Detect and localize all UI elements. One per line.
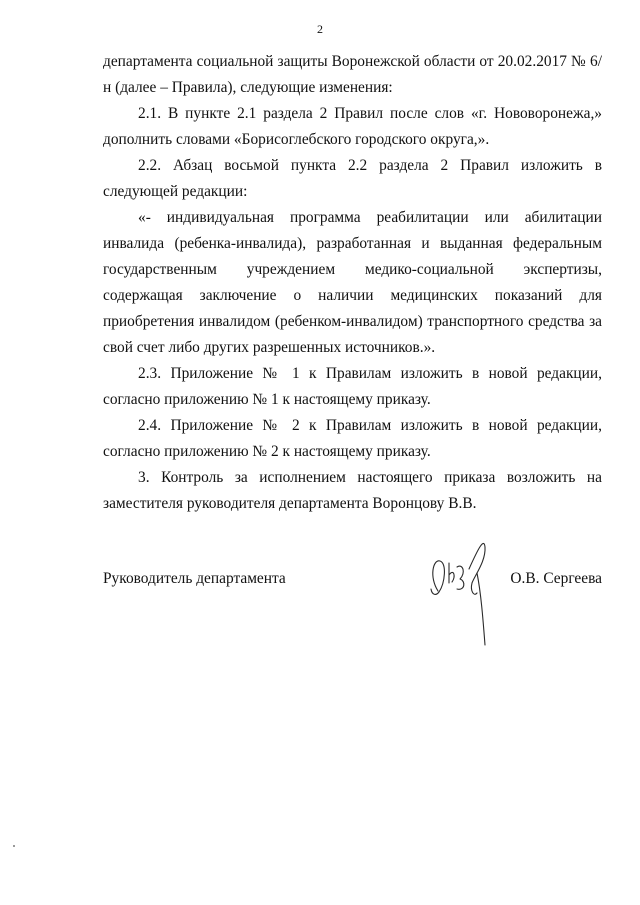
paragraph-item-2-1: 2.1. В пункте 2.1 раздела 2 Правил после слов «г. Нововоронежа,» дополнить словами «Борисоглебского городского округа,». [103,105,602,148]
paragraph-item-2-4: 2.4. Приложение № 2 к Правилам изложить в новой редакции, согласно приложению № 2 к настоящему приказу. [103,417,602,460]
page-number: 2 [317,22,323,36]
signatory-name: О.В. Сергеева [510,570,602,587]
handwritten-signature-icon [426,539,498,651]
paragraph-quoted-text: «- индивидуальная программа реабилитации или абилитации инвалида (ребенка-инвалида), разработанная и выданная федеральным государственным учреждением медико-социальной экспертизы, содержащая заключение о наличии медицинских показаний для приобретения инвалидом (ребенком-инвалидом) транспортного средства за свой счет либо других разрешенных источников.». [103,209,602,356]
paragraph-item-2-3: 2.3. Приложение № 1 к Правилам изложить в новой редакции, согласно приложению № 1 к настоящему приказу. [103,365,602,408]
scan-speck [13,845,15,847]
signature-block [103,569,602,649]
paragraph-intro-continuation: департамента социальной защиты Воронежской области от 20.02.2017 № 6/н (далее – Правила), следующие изменения: [103,53,602,96]
signatory-position: Руководитель департамента [103,570,286,587]
document-body [103,49,602,517]
paragraph-item-3: 3. Контроль за исполнением настоящего приказа возложить на заместителя руководителя департамента Воронцову В.В. [103,469,602,512]
paragraph-item-2-2: 2.2. Абзац восьмой пункта 2.2 раздела 2 Правил изложить в следующей редакции: [103,157,602,200]
